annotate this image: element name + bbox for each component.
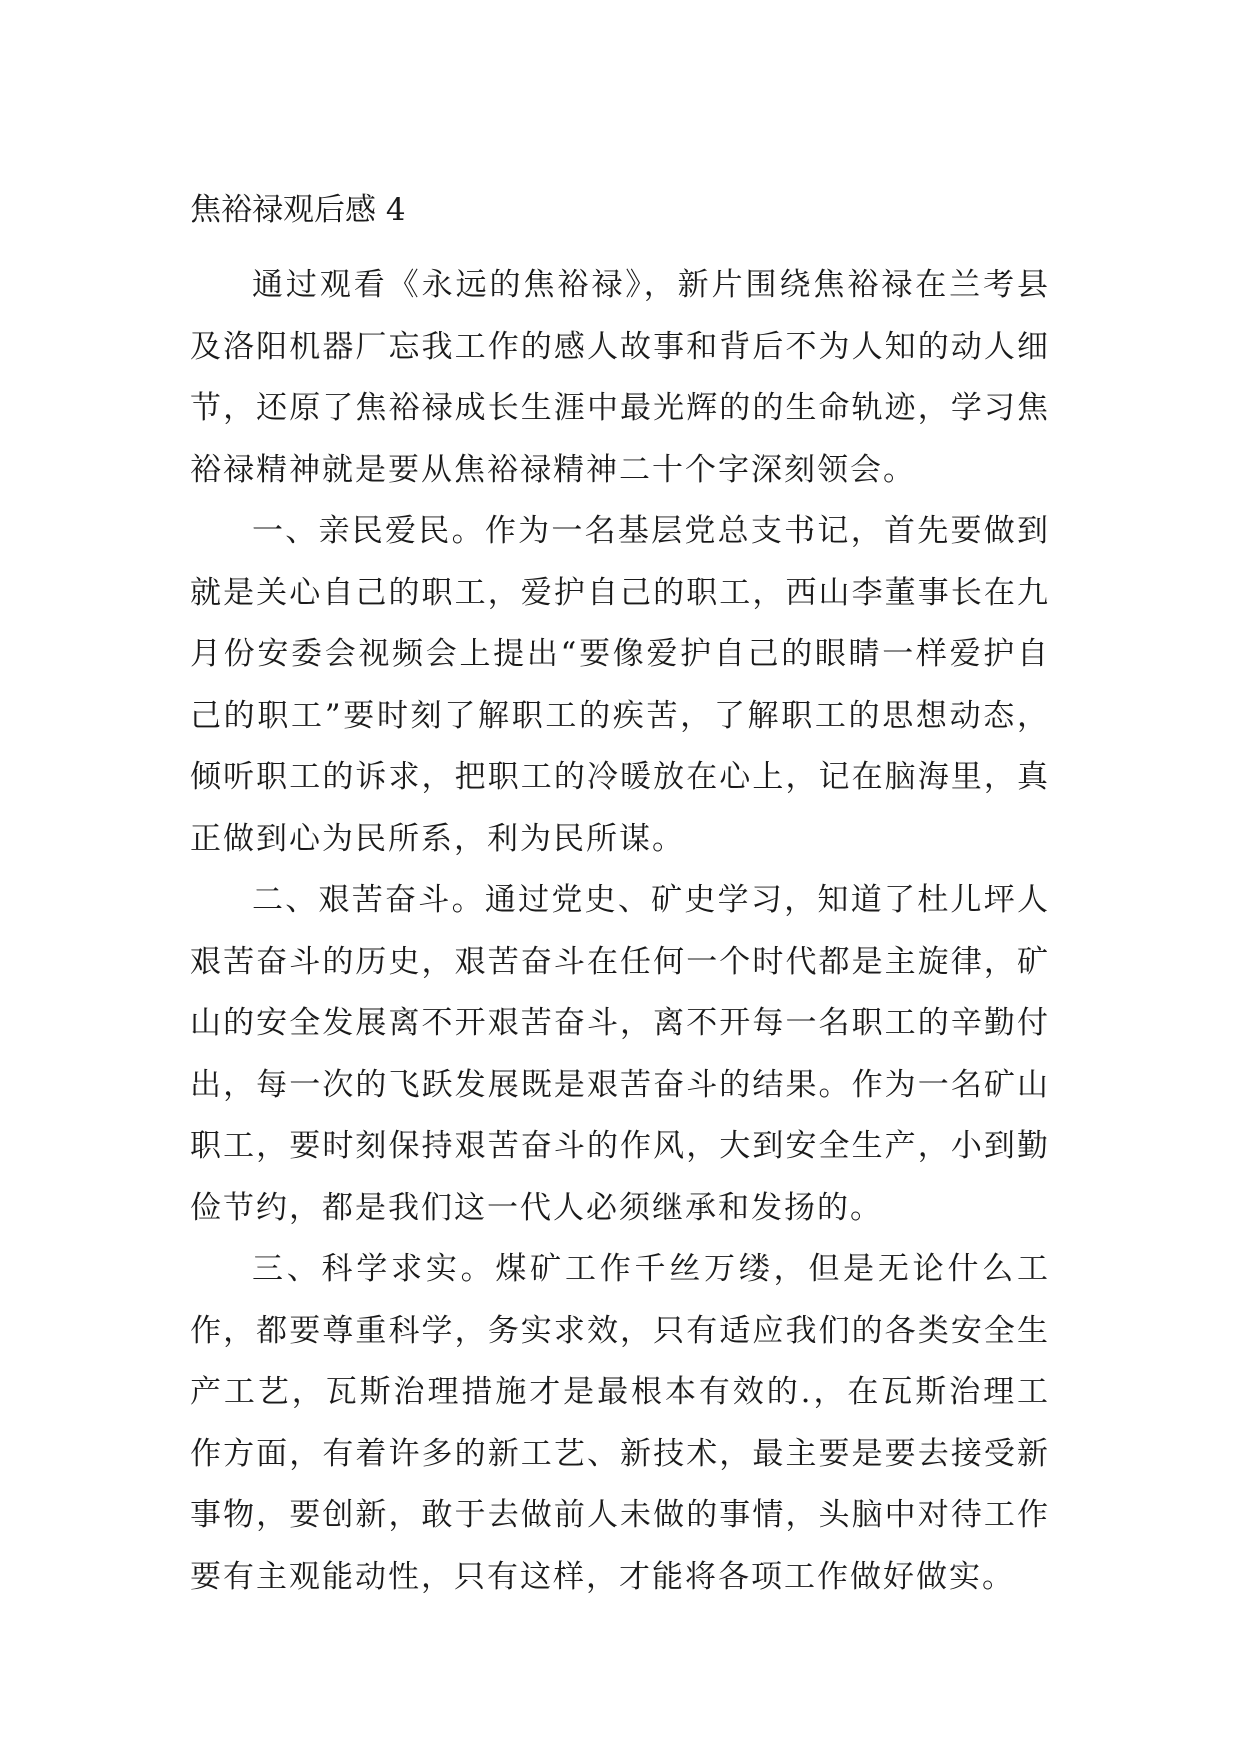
document-title: 焦裕禄观后感 4 [190, 192, 406, 228]
document-body [190, 255, 1050, 1608]
paragraph-section-2: 二、艰苦奋斗。通过党史、矿史学习，知道了杜儿坪人艰苦奋斗的历史，艰苦奋斗在任何一个时代都是主旋律，矿山的安全发展离不开艰苦奋斗，离不开每一名职工的辛勤付出，每一次的飞跃发展既是艰苦奋斗的结果。作为一名矿山职工，要时刻保持艰苦奋斗的作风，大到安全生产，小到勤俭节约，都是我们这一代人必须继承和发扬的。 [190, 882, 1050, 1226]
paragraph-section-3: 三、科学求实。煤矿工作千丝万缕，但是无论什么工作，都要尊重科学，务实求效，只有适应我们的各类安全生产工艺，瓦斯治理措施才是最根本有效的.，在瓦斯治理工作方面，有着许多的新工艺、新技术，最主要是要去接受新事物，要创新，敢于去做前人未做的事情，头脑中对待工作要有主观能动性，只有这样，才能将各项工作做好做实。 [190, 1251, 1050, 1595]
paragraph-intro: 通过观看《永远的焦裕禄》，新片围绕焦裕禄在兰考县及洛阳机器厂忘我工作的感人故事和背后不为人知的动人细节，还原了焦裕禄成长生涯中最光辉的的生命轨迹，学习焦裕禄精神就是要从焦裕禄精神二十个字深刻领会。 [190, 267, 1050, 488]
paragraph-section-1: 一、亲民爱民。作为一名基层党总支书记，首先要做到就是关心自己的职工，爱护自己的职工，西山李董事长在九月份安委会视频会上提出“要像爱护自己的眼睛一样爱护自己的职工”要时刻了解职工的疾苦，了解职工的思想动态，倾听职工的诉求，把职工的冷暖放在心上，记在脑海里，真正做到心为民所系，利为民所谋。 [190, 513, 1050, 857]
